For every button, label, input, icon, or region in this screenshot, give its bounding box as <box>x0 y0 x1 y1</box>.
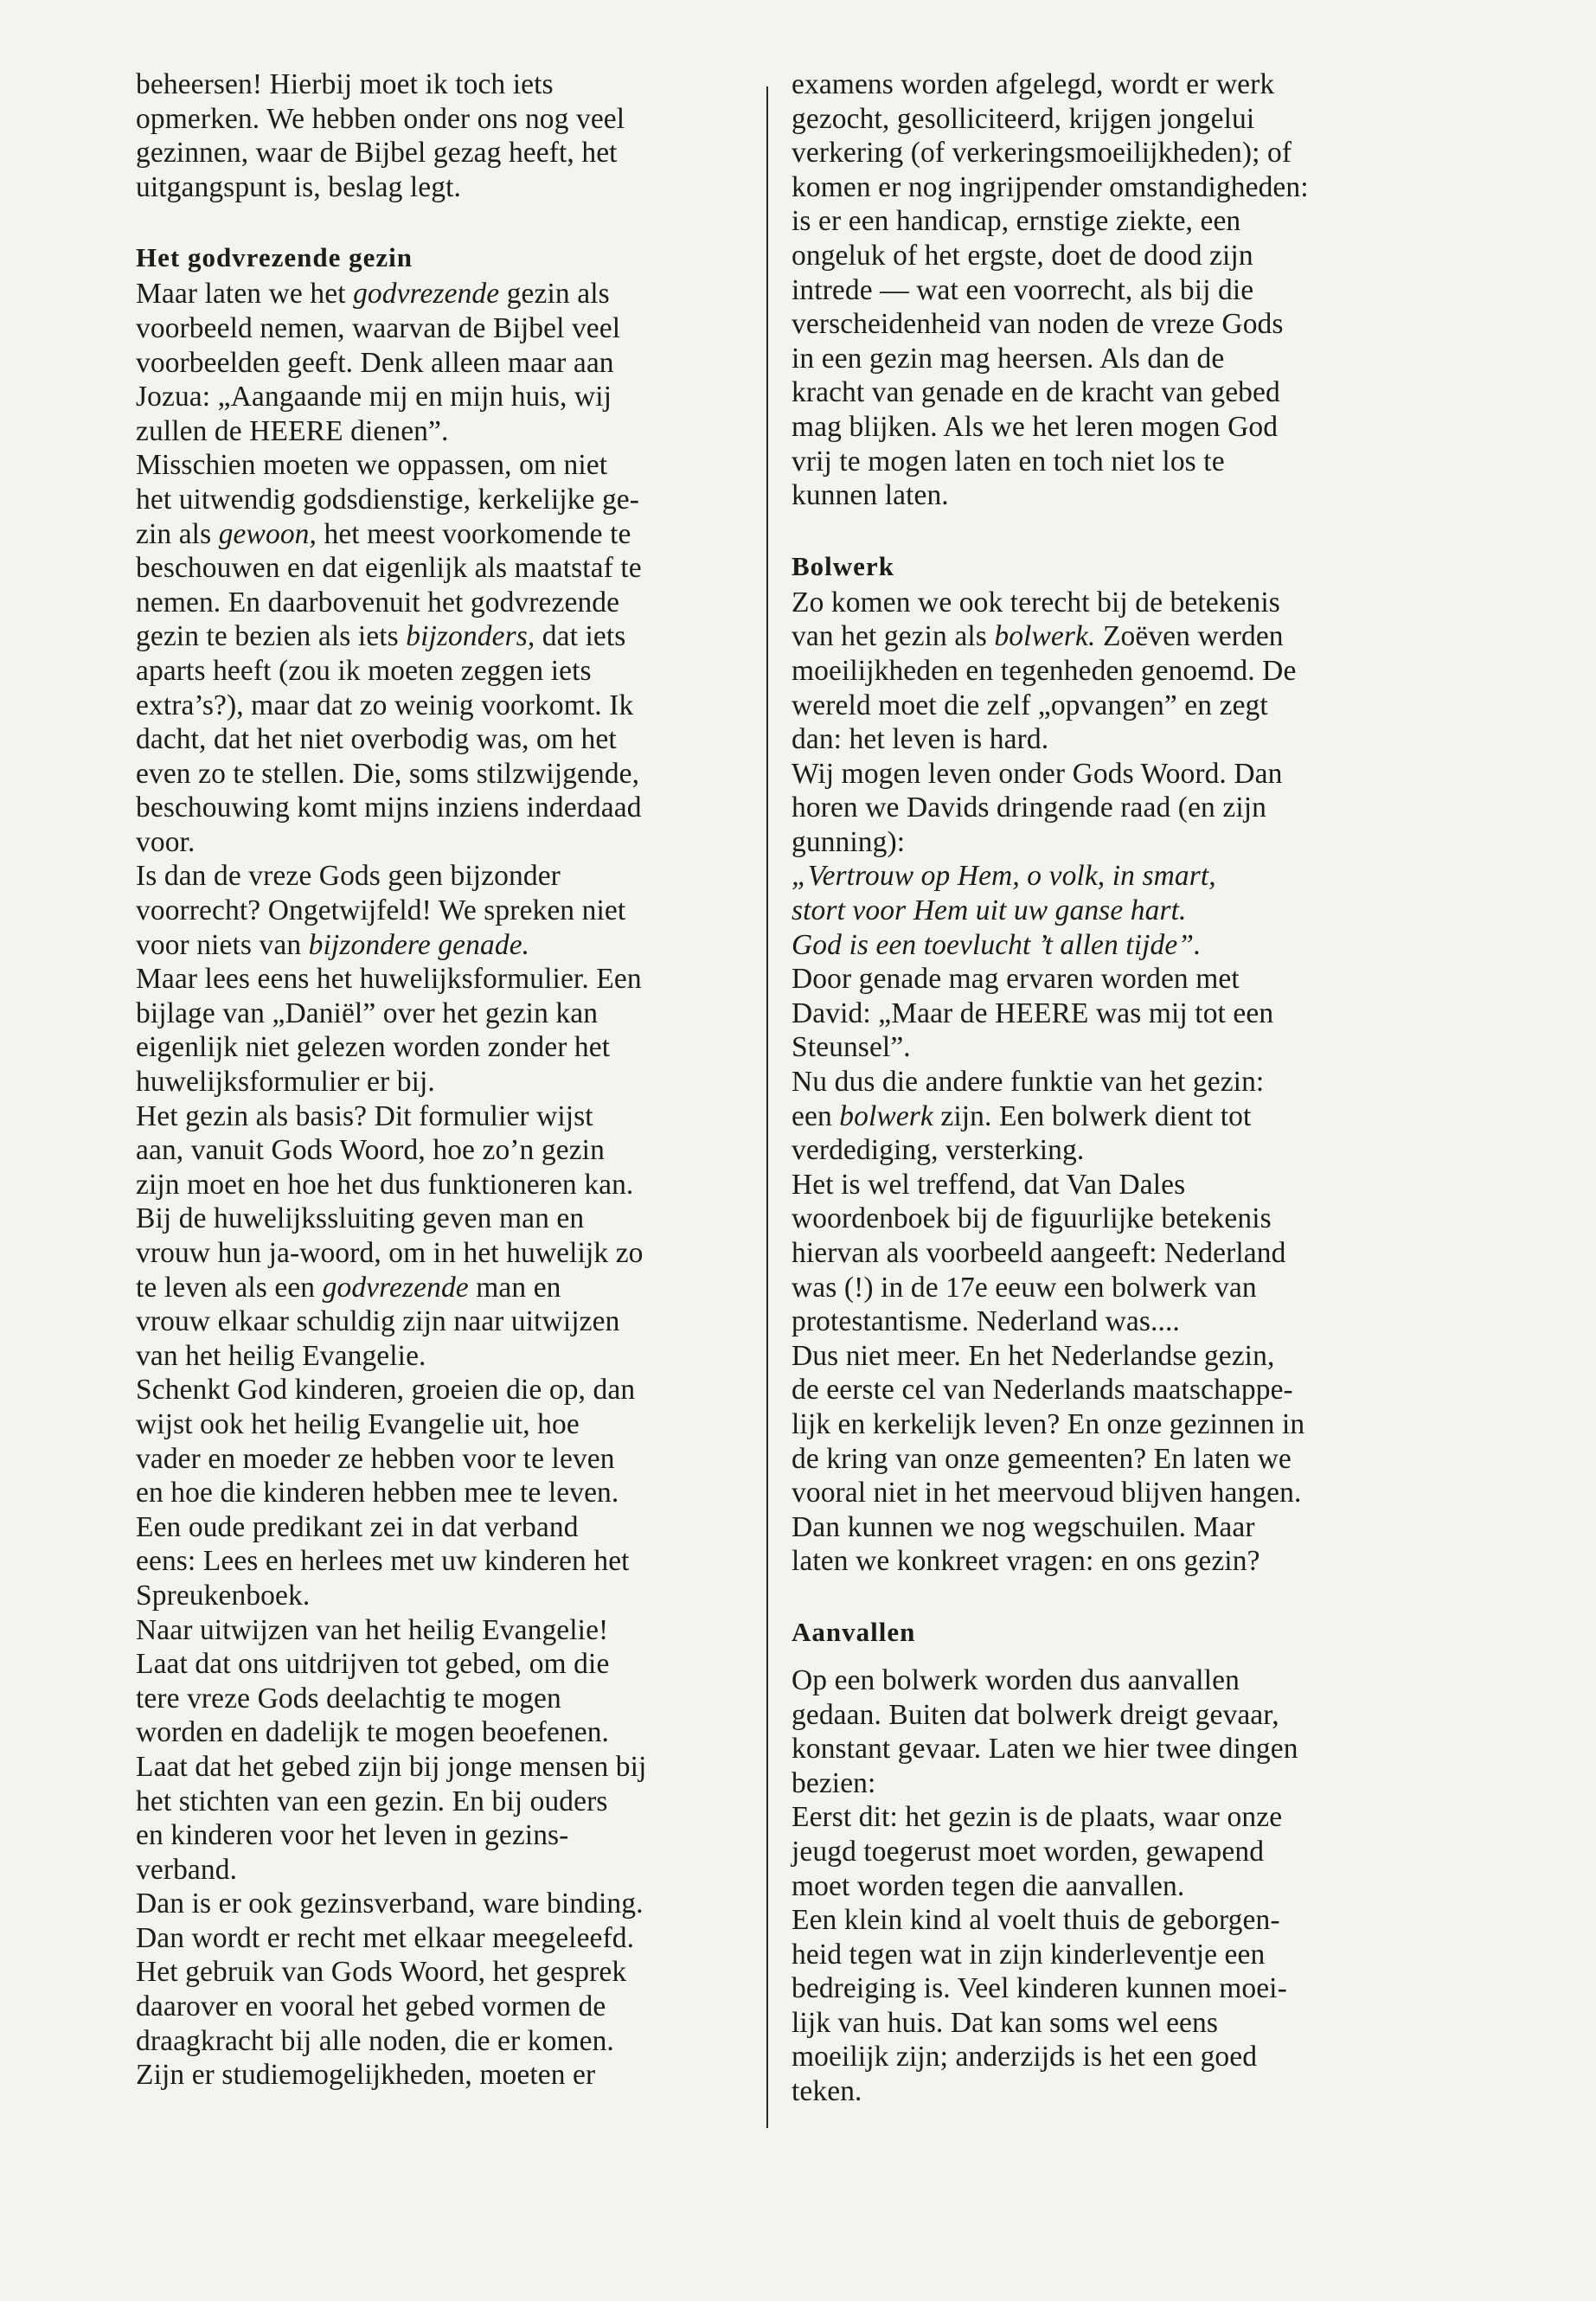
text-line: Bij de huwelijkssluiting geven man en <box>136 1202 585 1235</box>
text-line: Wij mogen leven onder Gods Woord. Dan <box>792 757 1283 790</box>
text-line: aan, vanuit Gods Woord, hoe zo’n gezin <box>136 1134 605 1167</box>
text-line: konstant gevaar. Laten we hier twee dingen <box>792 1733 1298 1766</box>
text-line: voor. <box>136 825 195 858</box>
text-line: mag blijken. Als we het leren mogen God <box>792 410 1279 443</box>
text-line: Maar laten we het godvrezende gezin als <box>136 278 610 311</box>
text-line: wereld moet die zelf „opvangen” en zegt <box>792 689 1268 721</box>
text-line: teken. <box>792 2075 862 2108</box>
text-line: moeilijkheden en tegenheden genoemd. De <box>792 654 1297 687</box>
text-line: extra’s?), maar dat zo weinig voorkomt. Ik <box>136 689 634 721</box>
text-line: Het is wel treffend, dat Van Dales <box>792 1168 1186 1201</box>
text-line: woordenboek bij de figuurlijke betekenis <box>792 1202 1272 1235</box>
text-line: uitgangspunt is, beslag legt. <box>136 170 462 203</box>
text-line: de eerste cel van Nederlands maatschappe- <box>792 1374 1293 1407</box>
text-line: huwelijksformulier er bij. <box>136 1066 435 1099</box>
text-line: voorbeelden geeft. Denk alleen maar aan <box>136 346 614 379</box>
text-line: Het gezin als basis? Dit formulier wijst <box>136 1099 593 1132</box>
quote-line: stort voor Hem uit uw ganse hart. <box>792 894 1187 927</box>
text-line: voorbeeld nemen, waarvan de Bijbel veel <box>136 311 621 344</box>
body-text <box>136 277 759 2092</box>
text-line: Jozua: „Aangaande mij en mijn huis, wij <box>136 381 612 413</box>
text-line: het stichten van een gezin. En bij ouders <box>136 1785 608 1817</box>
text-line: kunnen laten. <box>792 479 949 512</box>
text-line: Een klein kind al voelt thuis de geborgen- <box>792 1904 1280 1937</box>
text-line: heid tegen wat in zijn kinderleventje een <box>792 1938 1266 1971</box>
text-line: verscheidenheid van noden de vreze Gods <box>792 308 1284 341</box>
text-line: Eerst dit: het gezin is de plaats, waar onze <box>792 1801 1283 1834</box>
column-divider <box>766 87 768 2128</box>
text-line: en hoe die kinderen hebben mee te leven. <box>136 1477 619 1509</box>
text-line: eens: Lees en herlees met uw kinderen het <box>136 1545 630 1578</box>
text-line: Dan wordt er recht met elkaar meegeleefd. <box>136 1921 635 1954</box>
text-line: het uitwendig godsdienstige, kerkelijke ge- <box>136 483 640 516</box>
text-line: kracht van genade en de kracht van gebed <box>792 376 1280 409</box>
text-line: een bolwerk zijn. Een bolwerk dient tot <box>792 1099 1252 1132</box>
text-line: verkering (of verkeringsmoeilijkheden); of <box>792 137 1292 170</box>
text-line: Laat dat ons uitdrijven tot gebed, om die <box>136 1648 610 1681</box>
body-text <box>792 586 1414 1579</box>
text-line: tere vreze Gods deelachtig te mogen <box>136 1682 561 1715</box>
spacer <box>792 513 1414 548</box>
section-heading-bolwerk: Bolwerk <box>792 550 894 581</box>
text-line: even zo te stellen. Die, soms stilzwijgende, <box>136 757 640 790</box>
text-line: nemen. En daarbovenuit het godvrezende <box>136 586 620 619</box>
text-line: bezien: <box>792 1766 876 1799</box>
text-line: vooral niet in het meervoud blijven hangen. <box>792 1477 1302 1509</box>
text-line: is er een handicap, ernstige ziekte, een <box>792 205 1241 238</box>
text-line: zin als gewoon, het meest voorkomende te <box>136 517 631 550</box>
quote-line: „Vertrouw op Hem, o volk, in smart, <box>792 860 1216 893</box>
text-line: Een oude predikant zei in dat verband <box>136 1510 579 1543</box>
text-line: zijn moet en hoe het dus funktioneren kan. <box>136 1168 634 1201</box>
text-line: beheersen! Hierbij moet ik toch iets <box>136 68 554 100</box>
text-line: dacht, dat het niet overbodig was, om het <box>136 723 617 756</box>
text-line: Maar lees eens het huwelijksformulier. Een <box>136 963 642 996</box>
text-line: Zo komen we ook terecht bij de betekenis <box>792 586 1280 619</box>
text-line: hiervan als voorbeeld aangeeft: Nederland <box>792 1237 1286 1269</box>
text-line: en kinderen voor het leven in gezins- <box>136 1819 569 1852</box>
text-line: in een gezin mag heersen. Als dan de <box>792 342 1225 375</box>
text-line: beschouwen en dat eigenlijk als maatstaf te <box>136 552 642 585</box>
text-line: Dus niet meer. En het Nederlandse gezin, <box>792 1339 1275 1372</box>
text-line: de kring van onze gemeenten? En laten we <box>792 1442 1292 1475</box>
section-heading-aanvallen: Aanvallen <box>792 1616 916 1647</box>
text-line: examens worden afgelegd, wordt er werk <box>792 68 1275 100</box>
text-line: Laat dat het gebed zijn bij jonge mensen bij <box>136 1750 647 1783</box>
text-line: voor niets van bijzondere genade. <box>136 928 530 961</box>
text-line: Is dan de vreze Gods geen bijzonder <box>136 860 561 893</box>
text-line: moet worden tegen die aanvallen. <box>792 1869 1185 1902</box>
text-line: draagkracht bij alle noden, die er komen. <box>136 2024 614 2057</box>
section-heading-godvrezende-gezin: Het godvrezende gezin <box>136 242 413 273</box>
text-line: gezin te bezien als iets bijzonders, dat iets <box>136 620 626 653</box>
left-column <box>136 67 759 2093</box>
right-column <box>792 67 1414 2109</box>
text-line: van het heilig Evangelie. <box>136 1339 426 1372</box>
text-line: gunning): <box>792 825 906 858</box>
text-line: van het gezin als bolwerk. Zoëven werden <box>792 620 1284 653</box>
text-line: opmerken. We hebben onder ons nog veel <box>136 102 625 135</box>
text-line: ongeluk of het ergste, doet de dood zijn <box>792 239 1253 272</box>
text-line: Naar uitwijzen van het heilig Evangelie! <box>136 1613 609 1646</box>
text-line: Nu dus die andere funktie van het gezin: <box>792 1066 1265 1099</box>
text-line: worden en dadelijk te mogen beoefenen. <box>136 1716 610 1749</box>
text-line: gedaan. Buiten dat bolwerk dreigt gevaar, <box>792 1698 1279 1731</box>
body-text <box>792 1663 1414 2109</box>
intro-paragraph <box>792 67 1414 513</box>
text-line: bijlage van „Daniël” over het gezin kan <box>136 997 599 1029</box>
text-line: gezinnen, waar de Bijbel gezag heeft, het <box>136 137 618 170</box>
text-line: verband. <box>136 1853 238 1886</box>
text-line: horen we Davids dringende raad (en zijn <box>792 792 1266 824</box>
text-line: beschouwing komt mijns inziens inderdaad <box>136 792 642 824</box>
text-line: Door genade mag ervaren worden met <box>792 963 1240 996</box>
text-line: intrede — wat een voorrecht, als bij die <box>792 273 1254 306</box>
text-line: vader en moeder ze hebben voor te leven <box>136 1442 615 1475</box>
text-line: verdediging, versterking. <box>792 1134 1085 1167</box>
text-line: moeilijk zijn; anderzijds is het een goed <box>792 2041 1258 2073</box>
text-line: Dan kunnen we nog wegschuilen. Maar <box>792 1510 1255 1543</box>
text-line: Misschien moeten we oppassen, om niet <box>136 449 608 482</box>
text-line: jeugd toegerust moet worden, gewapend <box>792 1835 1265 1868</box>
spacer <box>792 1579 1414 1613</box>
text-line: bedreiging is. Veel kinderen kunnen moei- <box>792 1972 1287 2005</box>
text-line: Op een bolwerk worden dus aanvallen <box>792 1663 1240 1696</box>
text-line: dan: het leven is hard. <box>792 723 1049 756</box>
text-line: aparts heeft (zou ik moeten zeggen iets <box>136 654 592 687</box>
text-line: Het gebruik van Gods Woord, het gesprek <box>136 1956 627 1989</box>
text-line: komen er nog ingrijpender omstandigheden: <box>792 170 1309 203</box>
text-line: vrouw elkaar schuldig zijn naar uitwijzen <box>136 1305 620 1338</box>
text-line: te leven als een godvrezende man en <box>136 1271 561 1304</box>
text-line: vrouw hun ja-woord, om in het huwelijk zo <box>136 1237 644 1269</box>
text-line: was (!) in de 17e eeuw een bolwerk van <box>792 1271 1257 1304</box>
text-line: gezocht, gesolliciteerd, krijgen jongelui <box>792 102 1255 135</box>
quote-line: God is een toevlucht ’t allen tijde”. <box>792 928 1202 961</box>
spacer <box>792 1651 1414 1663</box>
text-line: Zijn er studiemogelijkheden, moeten er <box>136 2059 596 2092</box>
text-line: Steunsel”. <box>792 1031 911 1064</box>
text-line: lijk en kerkelijk leven? En onze gezinnen in <box>792 1407 1305 1440</box>
text-line: Spreukenboek. <box>136 1579 311 1612</box>
text-line: Schenkt God kinderen, groeien die op, dan <box>136 1374 636 1407</box>
text-line: zullen de HEERE dienen”. <box>136 414 449 447</box>
text-line: wijst ook het heilig Evangelie uit, hoe <box>136 1407 580 1440</box>
text-line: laten we konkreet vragen: en ons gezin? <box>792 1545 1260 1578</box>
text-line: lijk van huis. Dat kan soms wel eens <box>792 2006 1218 2039</box>
spacer <box>136 204 759 239</box>
text-line: David: „Maar de HEERE was mij tot een <box>792 997 1274 1029</box>
text-line: protestantisme. Nederland was.... <box>792 1305 1180 1338</box>
text-line: voorrecht? Ongetwijfeld! We spreken niet <box>136 894 626 927</box>
intro-paragraph <box>136 67 759 204</box>
text-line: eigenlijk niet gelezen worden zonder het <box>136 1031 611 1064</box>
text-line: daarover en vooral het gebed vormen de <box>136 1990 606 2023</box>
text-line: Dan is er ook gezinsverband, ware binding. <box>136 1888 644 1920</box>
text-line: vrij te mogen laten en toch niet los te <box>792 445 1225 478</box>
